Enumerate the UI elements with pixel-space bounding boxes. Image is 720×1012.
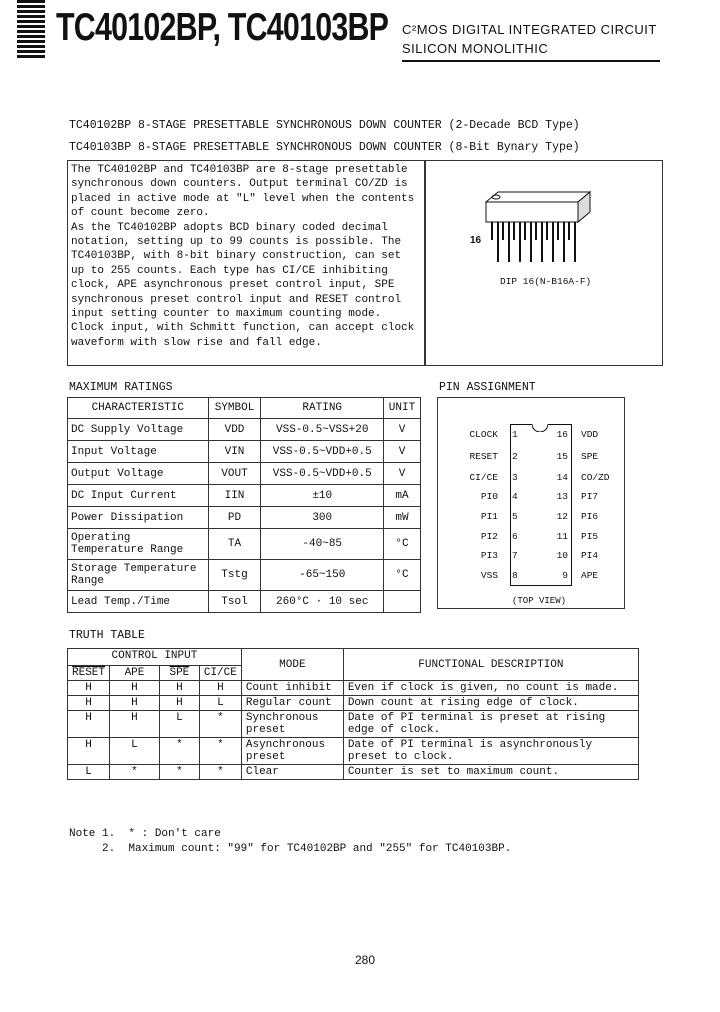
table-cell: IIN	[208, 485, 261, 507]
pin-number-left: 8	[512, 570, 518, 581]
table-cell: DC Input Current	[68, 485, 209, 507]
table-row	[68, 681, 639, 696]
description-line: synchronous preset control input and RESET control	[71, 293, 402, 306]
table-cell: Input Voltage	[68, 441, 209, 463]
table-cell: Counter is set to maximum count.	[343, 765, 638, 780]
description-line: As the TC40102BP adopts BCD binary coded decimal	[71, 221, 388, 234]
table-cell: Operating Temperature Range	[68, 529, 209, 560]
package-pin-label: 16	[470, 235, 482, 246]
pin-name-right: VDD	[581, 429, 599, 440]
table-row	[68, 463, 421, 485]
table-cell: °C	[384, 529, 421, 560]
table-cell: Lead Temp./Time	[68, 591, 209, 613]
description-line: of count become zero.	[71, 207, 210, 220]
subtitle-line1: C²MOS DIGITAL INTEGRATED CIRCUIT	[402, 22, 657, 37]
top-view-label: (TOP VIEW)	[512, 596, 567, 606]
description-line: Clock input, with Schmitt function, can accept clock	[71, 322, 415, 335]
description-line: waveform with slow rise and fall edge.	[71, 336, 322, 349]
table-cell: °C	[384, 560, 421, 591]
pin-name-left: CI/CE	[469, 472, 498, 483]
table-cell: DC Supply Voltage	[68, 419, 209, 441]
description-line: clock, APE asynchronous preset control input, SPE	[71, 279, 395, 292]
column-header: CHARACTERISTIC	[68, 398, 209, 419]
table-cell: H	[159, 681, 199, 696]
pin-name-left: VSS	[480, 570, 498, 581]
table-cell: *	[199, 765, 241, 780]
description-line: synchronous down counters. Output terminal CO/ZD is	[71, 178, 408, 191]
max-ratings-table	[67, 397, 421, 613]
column-header: MODE	[241, 649, 343, 681]
column-header: RATING	[261, 398, 384, 419]
table-cell: Regular count	[241, 696, 343, 711]
column-header: APE	[110, 666, 160, 681]
column-header: CI/CE	[199, 666, 241, 681]
pin-number-left: 5	[512, 511, 518, 522]
note-line: Note 1. * : Don't care	[69, 828, 221, 840]
table-cell: *	[199, 738, 241, 765]
table-cell: Asynchronous preset	[241, 738, 343, 765]
table-cell: *	[110, 765, 160, 780]
table-row	[68, 696, 639, 711]
dip-package-illustration	[478, 180, 598, 270]
table-row	[68, 765, 639, 780]
table-cell: H	[110, 681, 160, 696]
pin-name-right: PI4	[581, 550, 599, 561]
logo-stripes	[17, 0, 45, 62]
table-cell: *	[159, 765, 199, 780]
table-cell: *	[159, 738, 199, 765]
pin-name-right: CO/ZD	[581, 472, 610, 483]
table-row	[68, 485, 421, 507]
table-cell: H	[110, 711, 160, 738]
table-cell: Tsol	[208, 591, 261, 613]
table-cell: H	[68, 696, 110, 711]
pin-number-right: 9	[562, 570, 568, 581]
truth-table-title: TRUTH TABLE	[69, 629, 145, 642]
table-cell: Storage Temperature Range	[68, 560, 209, 591]
table-cell: L	[159, 711, 199, 738]
page-number: 280	[355, 953, 376, 967]
table-cell: Even if clock is given, no count is made.	[343, 681, 638, 696]
column-header: UNIT	[384, 398, 421, 419]
table-cell: V	[384, 441, 421, 463]
pin-name-right: PI5	[581, 531, 599, 542]
table-cell: V	[384, 419, 421, 441]
table-cell: 260°C · 10 sec	[261, 591, 384, 613]
pin-name-left: RESET	[469, 451, 498, 462]
pin-number-left: 4	[512, 491, 518, 502]
table-header-row	[68, 398, 421, 419]
table-cell: 300	[261, 507, 384, 529]
table-cell: Tstg	[208, 560, 261, 591]
table-cell: VSS-0.5~VSS+20	[261, 419, 384, 441]
package-caption: DIP 16(N-B16A-F)	[500, 276, 592, 287]
pin-name-left: PI3	[480, 550, 498, 561]
table-cell: Power Dissipation	[68, 507, 209, 529]
table-cell: VOUT	[208, 463, 261, 485]
ic-body	[510, 424, 572, 586]
table-cell: Count inhibit	[241, 681, 343, 696]
description-line: up to 255 counts. Each type has CI/CE inhibiting	[71, 264, 388, 277]
description-line: input setting counter to maximum counting mode.	[71, 308, 382, 321]
table-cell: Date of PI terminal is preset at rising edge of clock.	[343, 711, 638, 738]
table-row	[68, 738, 639, 765]
table-cell: L	[199, 696, 241, 711]
table-cell: H	[68, 681, 110, 696]
note-line: 2. Maximum count: "99" for TC40102BP and "255" for TC40103BP.	[69, 843, 512, 855]
pin-name-right: APE	[581, 570, 599, 581]
pin-name-right: PI6	[581, 511, 599, 522]
table-cell: Date of PI terminal is asynchronously preset to clock.	[343, 738, 638, 765]
pin-number-right: 11	[556, 531, 568, 542]
pin-number-left: 3	[512, 472, 518, 483]
pin-name-right: PI7	[581, 491, 599, 502]
table-cell: VSS-0.5~VDD+0.5	[261, 463, 384, 485]
table-header-row	[68, 649, 639, 666]
pin-name-left: PI2	[480, 531, 498, 542]
pin-number-right: 12	[556, 511, 568, 522]
table-cell: Clear	[241, 765, 343, 780]
header-rule	[402, 60, 660, 62]
description-text	[71, 163, 414, 350]
pin-name-left: PI0	[480, 491, 498, 502]
table-row	[68, 441, 421, 463]
table-cell: VIN	[208, 441, 261, 463]
table-cell: ±10	[261, 485, 384, 507]
description-line: The TC40102BP and TC40103BP are 8-stage presettable	[71, 164, 408, 176]
table-cell: PD	[208, 507, 261, 529]
table-cell: H	[68, 738, 110, 765]
device-line-1: TC40102BP 8-STAGE PRESETTABLE SYNCHRONOUS DOWN COUNTER (2-Decade BCD Type)	[69, 119, 580, 132]
table-cell: -65~150	[261, 560, 384, 591]
pin-number-right: 13	[556, 491, 568, 502]
table-cell: V	[384, 463, 421, 485]
column-header: RESET	[68, 666, 110, 681]
description-line: notation, setting up to 99 counts is possible. The	[71, 236, 402, 249]
pin-number-left: 6	[512, 531, 518, 542]
table-cell: H	[199, 681, 241, 696]
table-cell: L	[68, 765, 110, 780]
table-cell: *	[199, 711, 241, 738]
pin-number-right: 16	[556, 429, 568, 440]
pin-assignment-title: PIN ASSIGNMENT	[439, 381, 536, 394]
pin-name-left: PI1	[480, 511, 498, 522]
subtitle-line2: SILICON MONOLITHIC	[402, 41, 549, 56]
table-cell	[384, 591, 421, 613]
pin-name-left: CLOCK	[469, 429, 498, 440]
page-title: TC40102BP, TC40103BP	[56, 6, 389, 49]
pin-name-right: SPE	[581, 451, 599, 462]
pin-number-left: 2	[512, 451, 518, 462]
table-row	[68, 591, 421, 613]
table-row	[68, 711, 639, 738]
table-cell: Synchronous preset	[241, 711, 343, 738]
table-cell: H	[68, 711, 110, 738]
table-cell: VDD	[208, 419, 261, 441]
pin-number-right: 10	[556, 550, 568, 561]
table-cell: Down count at rising edge of clock.	[343, 696, 638, 711]
pin-number-left: 7	[512, 550, 518, 561]
table-row	[68, 507, 421, 529]
table-cell: L	[110, 738, 160, 765]
table-cell: Output Voltage	[68, 463, 209, 485]
ic-notch	[532, 424, 548, 432]
pin-number-right: 14	[556, 472, 568, 483]
table-cell: H	[159, 696, 199, 711]
column-header: SYMBOL	[208, 398, 261, 419]
table-cell: mW	[384, 507, 421, 529]
table-cell: TA	[208, 529, 261, 560]
description-line: TC40103BP, with 8-bit binary construction, can set	[71, 250, 402, 263]
table-row	[68, 419, 421, 441]
table-cell: mA	[384, 485, 421, 507]
table-row	[68, 560, 421, 591]
table-row	[68, 529, 421, 560]
device-line-2: TC40103BP 8-STAGE PRESETTABLE SYNCHRONOUS DOWN COUNTER (8-Bit Bynary Type)	[69, 141, 580, 154]
pin-number-right: 15	[556, 451, 568, 462]
max-ratings-title: MAXIMUM RATINGS	[69, 381, 173, 394]
table-cell: H	[110, 696, 160, 711]
control-input-header: CONTROL INPUT	[68, 649, 242, 666]
column-header: $\overline{SPE}$	[159, 666, 199, 681]
table-cell: -40~85	[261, 529, 384, 560]
notes	[69, 827, 511, 857]
truth-table	[67, 648, 639, 780]
pin-number-left: 1	[512, 429, 518, 440]
table-cell: VSS-0.5~VDD+0.5	[261, 441, 384, 463]
column-header: FUNCTIONAL DESCRIPTION	[343, 649, 638, 681]
description-line: placed in active mode at "L" level when the contents	[71, 192, 415, 205]
